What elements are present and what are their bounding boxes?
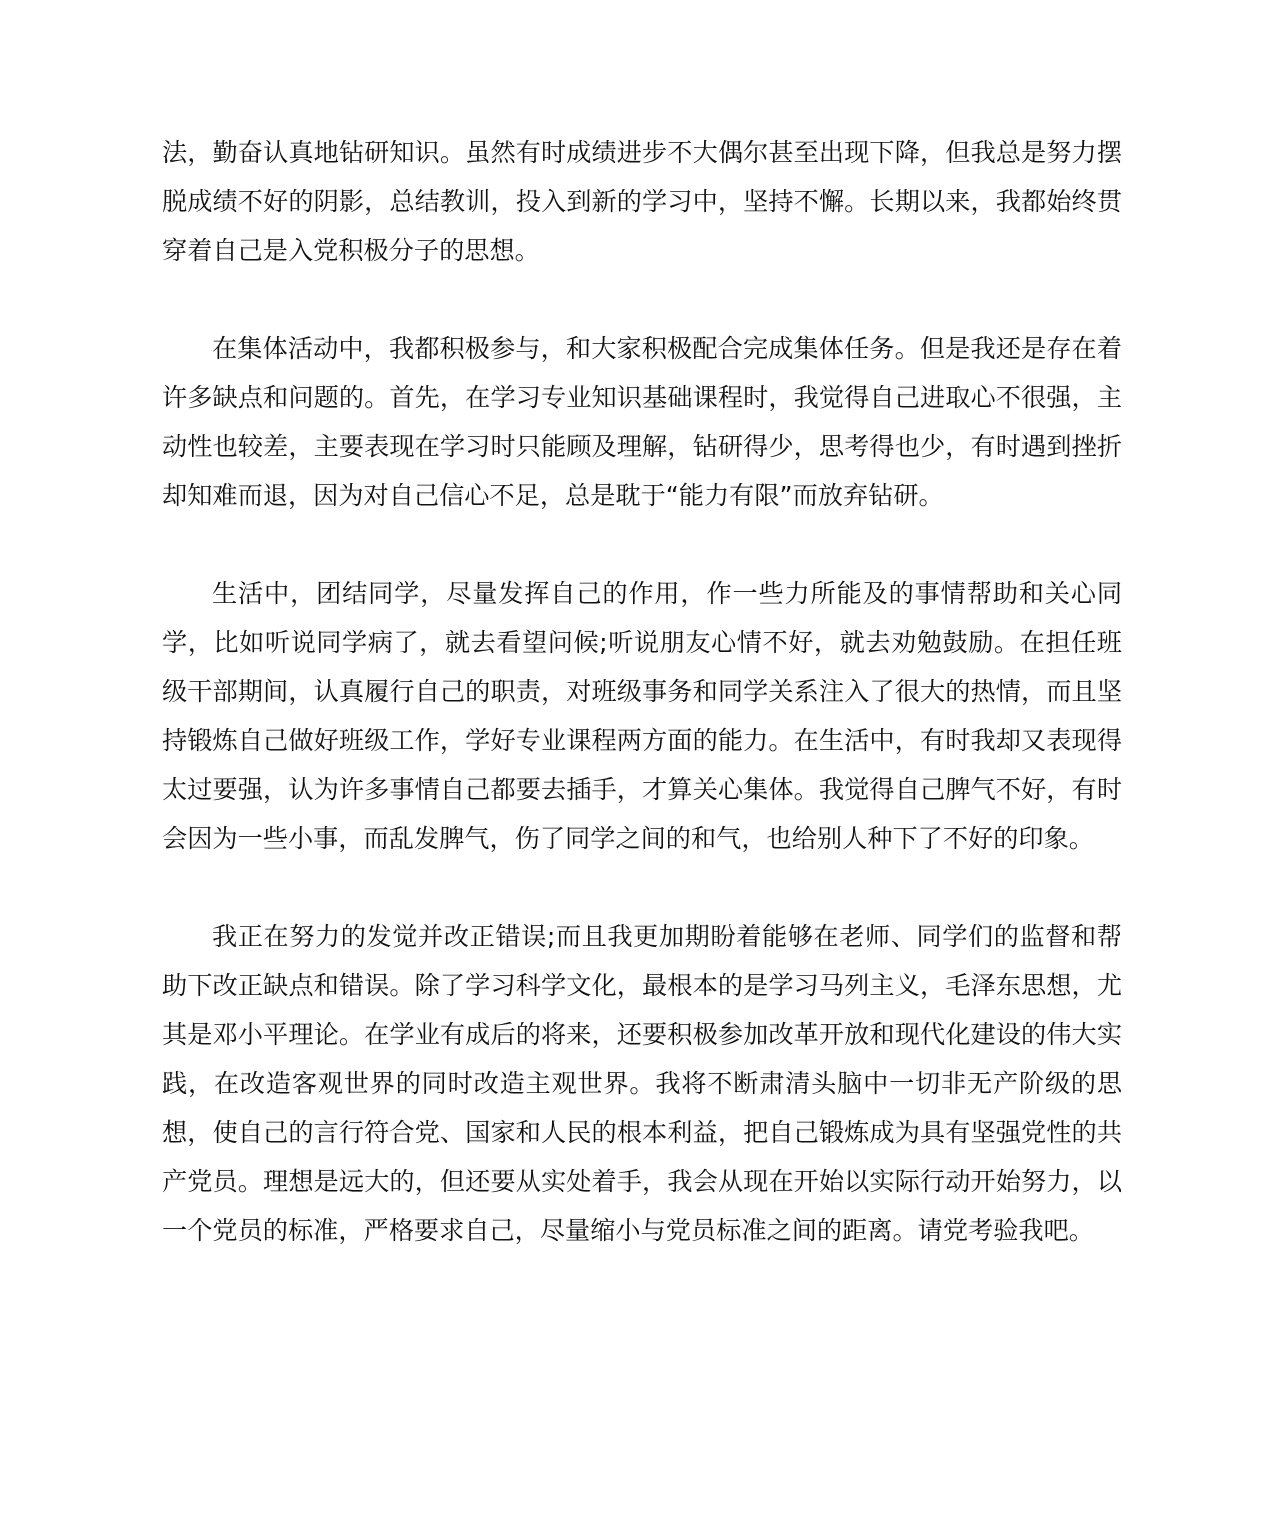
paragraph-4: 我正在努力的发觉并改正错误;而且我更加期盼着能够在老师、同学们的监督和帮助下改正缺点和错误。除了学习科学文化，最根本的是学习马列主义，毛泽东思想，尤其是邓小平理论。在学业有成后的将来，还要积极参加改革开放和现代化建设的伟大实践，在改造客观世界的同时改造主观世界。我将不断肃清头脑中一切非无产阶级的思想，使自己的言行符合党、国家和人民的根本利益，把自己锻炼成为具有坚强党性的共产党员。理想是远大的，但还要从实处着手，我会从现在开始以实际行动开始努力，以一个党员的标准，严格要求自己，尽量缩小与党员标准之间的距离。请党考验我吧。 <box>162 922 1122 1245</box>
paragraph-1: 法，勤奋认真地钻研知识。虽然有时成绩进步不大偶尔甚至出现下降，但我总是努力摆脱成绩不好的阴影，总结教训，投入到新的学习中，坚持不懈。长期以来，我都始终贯穿着自己是入党积极分子的思想。 <box>162 138 1122 265</box>
paragraph-2: 在集体活动中，我都积极参与，和大家积极配合完成集体任务。但是我还是存在着许多缺点和问题的。首先，在学习专业知识基础课程时，我觉得自己进取心不很强，主动性也较差，主要表现在学习时只能顾及理解，钻研得少，思考得也少，有时遇到挫折却知难而退，因为对自己信心不足，总是耽于“能力有限”而放弃钻研。 <box>162 334 1122 510</box>
document-page <box>162 128 1122 1255</box>
paragraph-3: 生活中，团结同学，尽量发挥自己的作用，作一些力所能及的事情帮助和关心同学，比如听说同学病了，就去看望问候;听说朋友心情不好，就去劝勉鼓励。在担任班级干部期间，认真履行自己的职责，对班级事务和同学关系注入了很大的热情，而且坚持锻炼自己做好班级工作，学好专业课程两方面的能力。在生活中，有时我却又表现得太过要强，认为许多事情自己都要去插手，才算关心集体。我觉得自己脾气不好，有时会因为一些小事，而乱发脾气，伤了同学之间的和气，也给别人种下了不好的印象。 <box>162 579 1122 853</box>
